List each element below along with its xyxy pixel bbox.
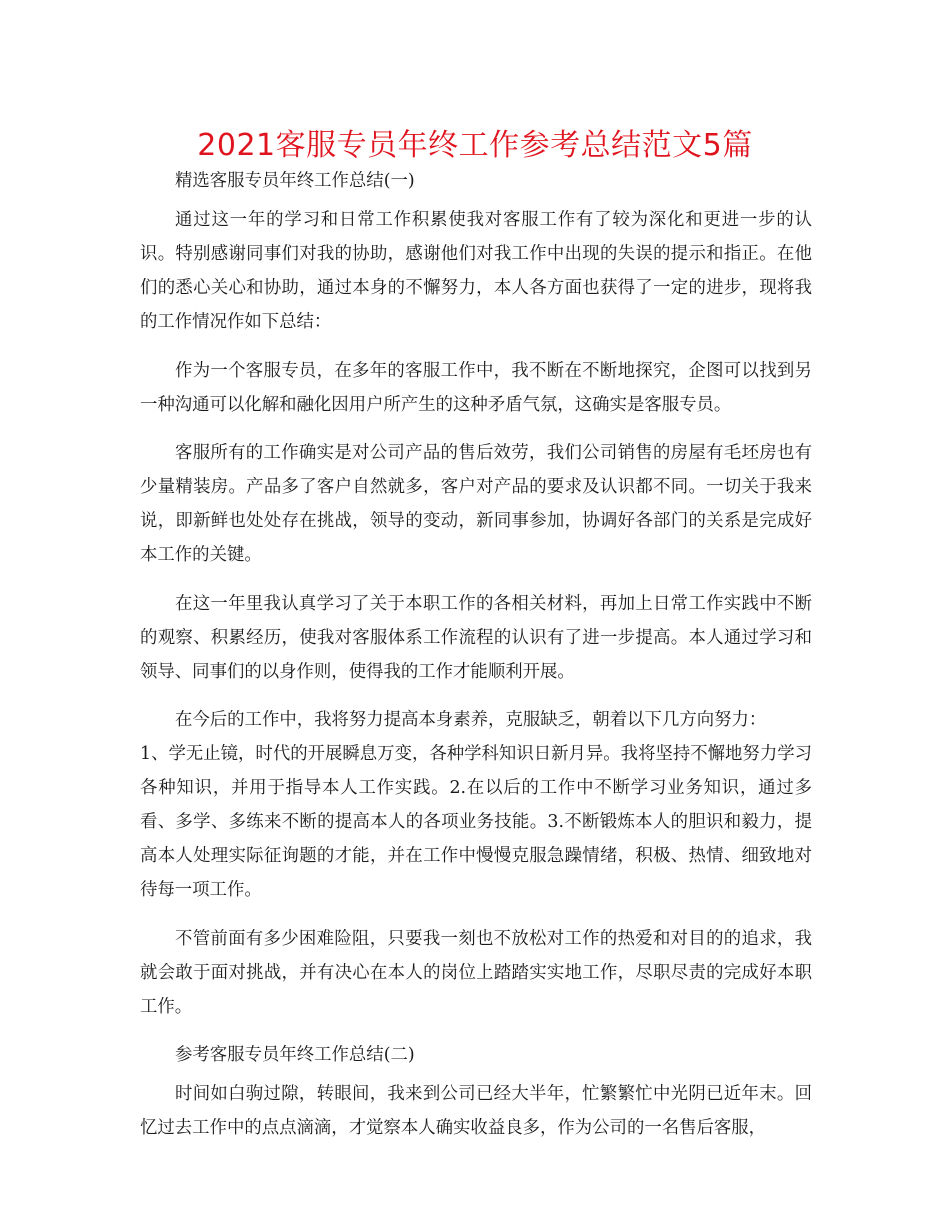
section-heading-1: 精选客服专员年终工作总结(一) — [175, 171, 415, 191]
document-body — [140, 164, 812, 1160]
document-title: 2021客服专员年终工作参考总结范文5篇 — [197, 128, 753, 163]
paragraph: 在这一年里我认真学习了关于本职工作的各相关材料，再加上日常工作实践中不断的观察、积累经历，使我对客服体系工作流程的认识有了进一步提高。本人通过学习和领导、同事们的以身作则，使得我的工作才能顺利开展。 — [140, 593, 812, 682]
paragraph: 作为一个客服专员，在多年的客服工作中，我不断在不断地探究，企图可以找到另一种沟通可以化解和融化因用户所产生的这种矛盾气氛，这确实是客服专员。 — [140, 360, 812, 415]
paragraph: 客服所有的工作确实是对公司产品的售后效劳，我们公司销售的房屋有毛坯房也有少量精装房。产品多了客户自然就多，客户对产品的要求及认识都不同。一切关于我来说，即新鲜也处处存在挑战，领导的变动，新同事参加，协调好各部门的关系是完成好本工作的关键。 — [140, 443, 812, 565]
paragraph: 不管前面有多少困难险阻，只要我一刻也不放松对工作的热爱和对目的的追求，我就会敢于面对挑战，并有决心在本人的岗位上踏踏实实地工作，尽职尽责的完成好本职工作。 — [140, 928, 812, 1017]
paragraph: 在今后的工作中，我将努力提高本身素养，克服缺乏，朝着以下几方向努力： — [175, 710, 767, 730]
paragraph-list: 1、学无止镜，时代的开展瞬息万变，各种学科知识日新月异。我将坚持不懈地努力学习各种知识，并用于指导本人工作实践。2.在以后的工作中不断学习业务知识，通过多看、多学、多练来不断的提高本人的各项业务技能。3.不断锻炼本人的胆识和毅力，提高本人处理实际征询题的才能，并在工作中慢慢克服急躁情绪，积极、热情、细致地对待每一项工作。 — [140, 744, 812, 900]
paragraph: 通过这一年的学习和日常工作积累使我对客服工作有了较为深化和更进一步的认识。特别感谢同事们对我的协助，感谢他们对我工作中出现的失误的提示和指正。在他们的悉心关心和协助，通过本身的不懈努力，本人各方面也获得了一定的进步，现将我的工作情况作如下总结： — [140, 210, 812, 332]
section-heading-2: 参考客服专员年终工作总结(二) — [175, 1045, 415, 1065]
paragraph: 时间如白驹过隙，转眼间，我来到公司已经大半年，忙繁繁忙中光阴已近年末。回忆过去工作中的点点滴滴，才觉察本人确实收益良多，作为公司的一名售后客服， — [140, 1084, 812, 1138]
